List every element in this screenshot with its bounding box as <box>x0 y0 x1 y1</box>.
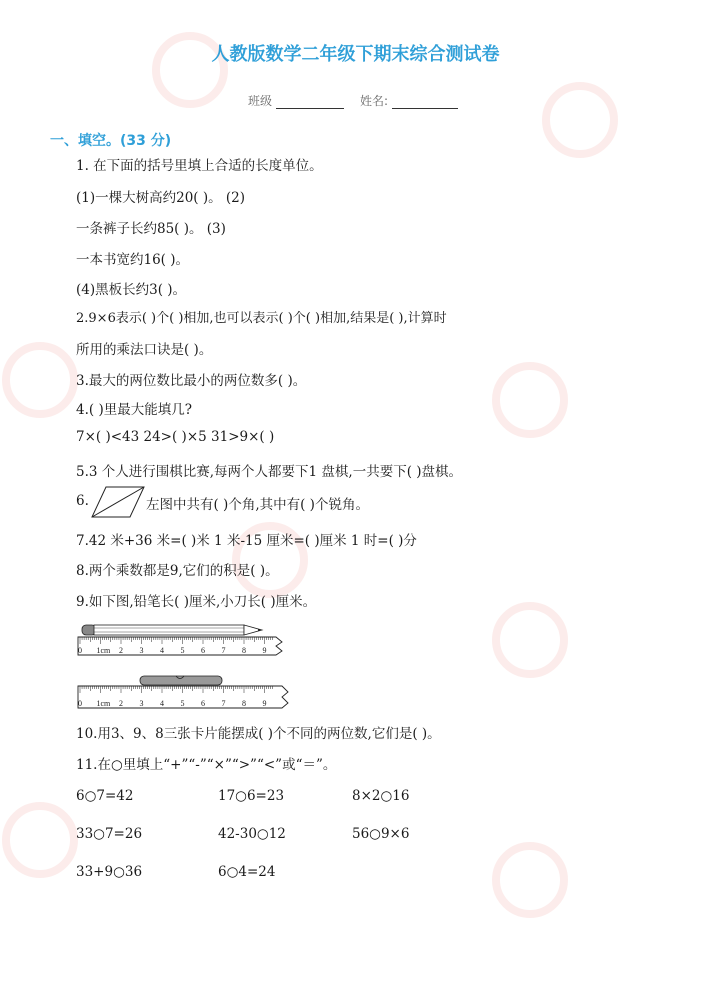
section-heading: 一、填空。(33 分) <box>50 133 172 149</box>
question-line: 9.如下图,铅笔长( )厘米,小刀长( )厘米。 <box>76 594 317 610</box>
ruler-with-pencil <box>76 618 291 664</box>
ruler-label: 7 <box>221 699 226 708</box>
ruler-label: 1cm <box>96 699 111 708</box>
question-line: 3.最大的两位数比最小的两位数多( )。 <box>76 373 307 389</box>
page-title: 人教版数学二年级下期末综合测试卷 <box>211 44 500 65</box>
ruler-label: 3 <box>139 699 144 708</box>
ruler-label: 7 <box>221 646 226 655</box>
ruler-label: 2 <box>119 646 123 655</box>
ruler-label: 9 <box>262 646 267 655</box>
question-line: 11.在○里填上“+”“-”“×”“>”“<”或“＝”。 <box>76 757 337 773</box>
pencil-icon <box>82 625 262 635</box>
question-line: 6. <box>76 493 89 509</box>
ruler-label: 6 <box>201 646 205 655</box>
name-field[interactable] <box>360 92 458 109</box>
question-line: 1. 在下面的括号里填上合适的长度单位。 <box>76 158 323 174</box>
class-field[interactable] <box>248 92 344 109</box>
ruler-label: 8 <box>242 699 246 708</box>
watermark-logo <box>540 80 620 160</box>
name-blank[interactable] <box>392 108 458 109</box>
question-line: (1)一棵大树高约20( )。 (2) <box>76 190 246 206</box>
equation: 33+9○36 <box>76 864 143 880</box>
knife-icon <box>140 676 222 685</box>
equation: 17○6=23 <box>218 788 285 804</box>
watermark-logo <box>490 360 570 440</box>
ruler-with-knife <box>76 674 291 718</box>
question-line: 7.42 米+36 米=( )米 1 米-15 厘米=( )厘米 1 时=( )分 <box>76 533 417 549</box>
question-line: 7×( )<43 24>( )×5 31>9×( ) <box>76 429 275 445</box>
question-line: 8.两个乘数都是9,它们的积是( )。 <box>76 563 279 579</box>
ruler-label: 3 <box>139 646 144 655</box>
question-line: 一本书宽约16( )。 <box>76 252 190 268</box>
watermark-logo <box>0 800 80 880</box>
question-line: 10.用3、9、8三张卡片能摆成( )个不同的两位数,它们是( )。 <box>76 726 441 742</box>
class-blank[interactable] <box>276 108 344 109</box>
ruler-label: 5 <box>180 699 185 708</box>
ruler-label: 5 <box>180 646 185 655</box>
ruler-label: 4 <box>160 699 164 708</box>
question-line: 4.( )里最大能填几? <box>76 402 192 418</box>
ruler-label: 9 <box>262 699 267 708</box>
watermark-logo <box>490 840 570 920</box>
name-label: 姓名: <box>360 94 389 108</box>
ruler-label: 0 <box>78 646 82 655</box>
equation: 33○7=26 <box>76 826 143 842</box>
equation: 8×2○16 <box>352 788 410 804</box>
question-line: 所用的乘法口诀是( )。 <box>76 342 213 358</box>
question-line: 一条裤子长约85( )。 (3) <box>76 221 226 237</box>
class-label: 班级 <box>248 94 273 108</box>
ruler-label: 2 <box>119 699 123 708</box>
ruler-label: 1cm <box>96 646 111 655</box>
question-line: 5.3 个人进行围棋比赛,每两个人都要下1 盘棋,一共要下( )盘棋。 <box>76 464 463 480</box>
watermark-logo <box>0 340 80 420</box>
ruler-label: 6 <box>201 699 205 708</box>
question-line: 左图中共有( )个角,其中有( )个锐角。 <box>146 497 369 513</box>
watermark-logo <box>490 600 570 680</box>
equation: 56○9×6 <box>352 826 410 842</box>
question-line: 2.9×6表示( )个( )相加,也可以表示( )个( )相加,结果是( ),计算时 <box>76 311 447 326</box>
ruler-label: 8 <box>242 646 246 655</box>
equation: 42-30○12 <box>218 826 286 842</box>
equation: 6○7=42 <box>76 788 134 804</box>
question-line: (4)黑板长约3( )。 <box>76 282 187 298</box>
ruler-label: 4 <box>160 646 164 655</box>
ruler-label: 0 <box>78 699 82 708</box>
parallelogram-figure <box>90 485 146 519</box>
equation: 6○4=24 <box>218 864 276 880</box>
